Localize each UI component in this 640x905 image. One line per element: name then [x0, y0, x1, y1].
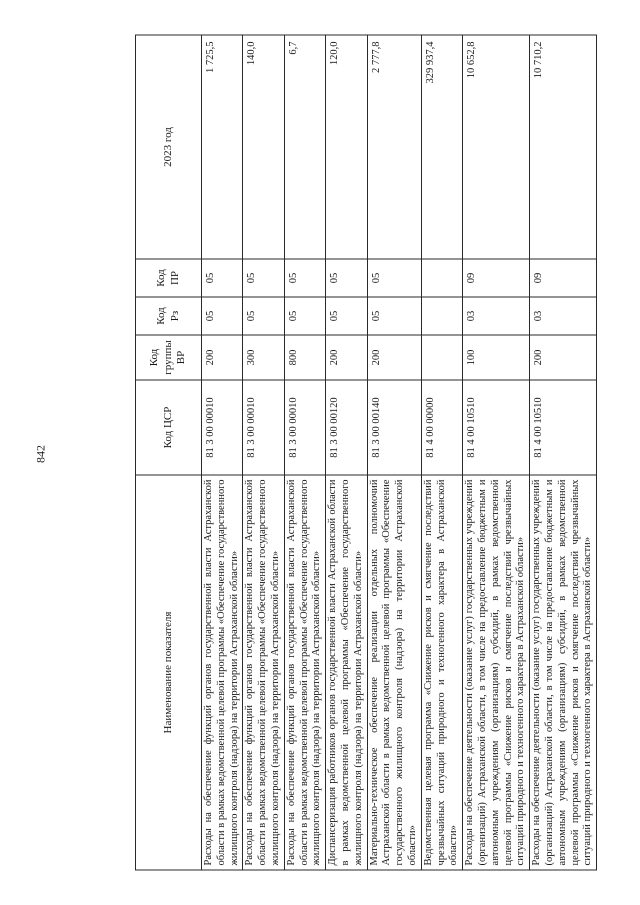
row-pr: 09 — [530, 259, 597, 297]
row-vr: 200 — [530, 335, 597, 380]
table-row — [367, 35, 421, 870]
header-amount: 2023 год — [136, 35, 202, 259]
row-name: Расходы на обеспечение функций органов государственной власти Астраханской области в рамках ведомственной целевой программы «Обеспечение государственного жилищного контроля (надзора) на территории Астраханской области» — [243, 475, 284, 870]
row-pr: 05 — [284, 259, 325, 297]
table-row — [243, 35, 284, 870]
row-name: Расходы на обеспечение функций органов государственной власти Астраханской области в рамках ведомственной целевой программы «Обеспечение государственного жилищного контроля (надзора) на территории Астраханской области» — [284, 475, 325, 870]
row-pr: 05 — [202, 259, 243, 297]
row-rz: 03 — [463, 297, 530, 335]
header-vr: Код группы ВР — [136, 335, 202, 380]
row-rz: 05 — [243, 297, 284, 335]
row-csr: 81 4 00 00000 — [421, 380, 462, 475]
row-pr: 05 — [326, 259, 367, 297]
rotated-table-container — [135, 36, 594, 871]
page-number: 842 — [33, 445, 48, 463]
row-csr: 81 4 00 10510 — [463, 380, 530, 475]
row-vr — [421, 335, 462, 380]
row-csr: 81 4 00 10510 — [530, 380, 597, 475]
row-amount: 329 937,4 — [421, 35, 462, 259]
row-amount: 120,0 — [326, 35, 367, 259]
row-csr: 81 3 00 00140 — [367, 380, 421, 475]
row-rz: 05 — [367, 297, 421, 335]
row-name: Ведомственная целевая программа «Снижение рисков и смягчение последствий чрезвычайных ситуаций природного и техногенного характера в Астраханской области» — [421, 475, 462, 870]
row-vr: 300 — [243, 335, 284, 380]
table-row — [421, 35, 462, 870]
table-row — [326, 35, 367, 870]
row-amount: 140,0 — [243, 35, 284, 259]
row-amount: 6,7 — [284, 35, 325, 259]
row-vr: 800 — [284, 335, 325, 380]
table-row — [202, 35, 243, 870]
row-rz: 05 — [202, 297, 243, 335]
row-amount: 10 710,2 — [530, 35, 597, 259]
row-csr: 81 3 00 00010 — [202, 380, 243, 475]
row-pr — [421, 259, 462, 297]
row-vr: 200 — [326, 335, 367, 380]
row-pr: 05 — [243, 259, 284, 297]
row-amount: 2 777,8 — [367, 35, 421, 259]
header-name: Наименование показателя — [136, 475, 202, 870]
row-csr: 81 3 00 00010 — [243, 380, 284, 475]
row-vr: 200 — [367, 335, 421, 380]
row-name: Материально-техническое обеспечение реализации отдельных полномочий Астраханской области в рамках ведомственной целевой программы «Обеспечение государственного жилищного контроля (надзора) на территории Астраханской области» — [367, 475, 421, 870]
row-rz: 05 — [326, 297, 367, 335]
header-pr: Код ПР — [136, 259, 202, 297]
row-rz: 03 — [530, 297, 597, 335]
row-amount: 1 725,5 — [202, 35, 243, 259]
row-name: Диспансеризация работников органов государственной власти Астраханской области в рамках ведомственной целевой программы «Обеспечение государственного жилищного контроля (надзора) на территории Астраханской области» — [326, 475, 367, 870]
row-amount: 10 652,8 — [463, 35, 530, 259]
row-vr: 200 — [202, 335, 243, 380]
table-row — [284, 35, 325, 870]
row-name: Расходы на обеспечение функций органов государственной власти Астраханской области в рамках ведомственной целевой программы «Обеспечение государственного жилищного контроля (надзора) на территории Астраханской области» — [202, 475, 243, 870]
row-pr: 05 — [367, 259, 421, 297]
header-csr: Код ЦСР — [136, 380, 202, 475]
row-name: Расходы на обеспечение деятельности (оказание услуг) государственных учреждений (организаций) Астраханской области, в том числе на предоставление бюджетным и автономным учреждениям (организациям) субсидий, в рамках ведомственной целевой программы «Снижение рисков и смягчение последствий чрезвычайных ситуаций природного и техногенного характера в Астраханской области» — [530, 475, 597, 870]
table-row — [463, 35, 530, 870]
row-csr: 81 3 00 00120 — [326, 380, 367, 475]
header-row — [136, 35, 202, 870]
row-name: Расходы на обеспечение деятельности (оказание услуг) государственных учреждений (организаций) Астраханской области, в том числе на предоставление бюджетным и автономным учреждениям (организациям) субсидий, в рамках ведомственной целевой программы «Снижение рисков и смягчение последствий чрезвычайных ситуаций природного и техногенного характера в Астраханской области» — [463, 475, 530, 870]
header-rz: Код Рз — [136, 297, 202, 335]
table-row — [530, 35, 597, 870]
row-rz — [421, 297, 462, 335]
row-rz: 05 — [284, 297, 325, 335]
row-csr: 81 3 00 00010 — [284, 380, 325, 475]
budget-table — [135, 35, 597, 871]
row-vr: 100 — [463, 335, 530, 380]
row-pr: 09 — [463, 259, 530, 297]
